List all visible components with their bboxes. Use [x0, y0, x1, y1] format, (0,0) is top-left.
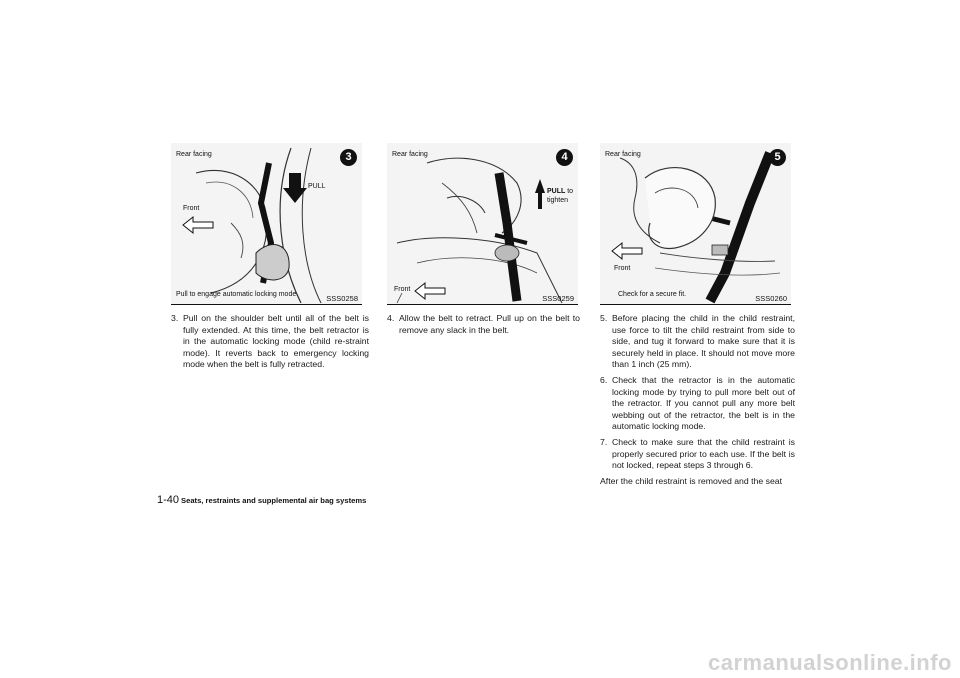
figure-code: SSS0259: [542, 294, 574, 303]
page-footer: [157, 490, 366, 508]
illustration-child-restraint-fit: [600, 143, 791, 305]
step-3: [171, 313, 369, 371]
column-1-text: [171, 313, 369, 375]
label-pull-word: PULL: [547, 188, 566, 195]
label-tighten: tighten: [547, 197, 569, 204]
step-text: Pull on the shoulder belt until all of the belt is fully extended. At this time, the belt retractor is in the automatic locking mode (child re-straint mode). It reverts back to emergency locking mode when the belt is fully retracted.: [183, 313, 369, 370]
step-text: Before placing the child in the child restraint, use force to tilt the child restraint from side to side, and tug it forward to make sure that it is securely held in place. It should not move more than 1 inch (25 mm).: [612, 313, 795, 370]
figure-3: [171, 143, 362, 305]
step-7: [600, 437, 795, 472]
figure-caption: Check for a secure fit.: [618, 291, 687, 298]
illustration-seat-belt-pull: [171, 143, 362, 305]
label-rear-facing: Rear facing: [605, 151, 641, 158]
figure-bottom-rule: [387, 304, 578, 305]
after-removal-paragraph: After the child restraint is removed and the seat: [600, 475, 783, 486]
figure-number-badge: 5: [769, 149, 786, 166]
figure-bottom-rule: [171, 304, 362, 305]
figure-5: [600, 143, 791, 305]
figure-bottom-rule: [600, 304, 791, 305]
illustration-belt-retract: [387, 143, 578, 305]
figure-4: [387, 143, 578, 305]
step-text: Allow the belt to retract. Pull up on the belt to remove any slack in the belt.: [399, 313, 580, 335]
label-pull: [547, 188, 573, 195]
step-text: Check to make sure that the child restraint is properly secured prior to each use. If the belt is not locked, repeat steps 3 through 6.: [612, 436, 795, 471]
label-pull-to: to: [567, 188, 574, 195]
watermark: carmanualsonline.info: [708, 650, 952, 675]
figure-number-badge: 3: [340, 149, 357, 166]
label-front: Front: [394, 286, 411, 293]
step-number: 6.: [600, 374, 608, 385]
label-rear-facing: Rear facing: [176, 151, 212, 158]
step-number: 3.: [171, 313, 179, 323]
label-pull: PULL: [308, 183, 326, 190]
label-front: Front: [614, 265, 631, 272]
page-number: 1-40: [157, 494, 180, 506]
step-text: Check that the retractor is in the automatic locking mode by trying to pull more belt out of the retractor. If you cannot pull any more belt webbing out of the retractor, the belt is in the automatic locking mode.: [612, 374, 795, 432]
step-6: [600, 375, 795, 433]
step-number: 5.: [600, 313, 608, 323]
column-3-text: [600, 313, 795, 487]
figure-caption: Pull to engage automatic locking mode.: [176, 291, 299, 298]
step-5: [600, 313, 795, 371]
section-title: Seats, restraints and supplemental air bag systems: [181, 496, 367, 505]
step-number: 4.: [387, 313, 395, 323]
label-front: Front: [183, 205, 200, 212]
step-4: [387, 313, 580, 336]
label-rear-facing: Rear facing: [392, 151, 428, 158]
figure-code: SSS0260: [755, 294, 787, 303]
column-2-text: [387, 313, 580, 340]
figure-number-badge: 4: [556, 149, 573, 166]
step-number: 7.: [600, 436, 608, 447]
figure-code: SSS0258: [326, 294, 358, 303]
